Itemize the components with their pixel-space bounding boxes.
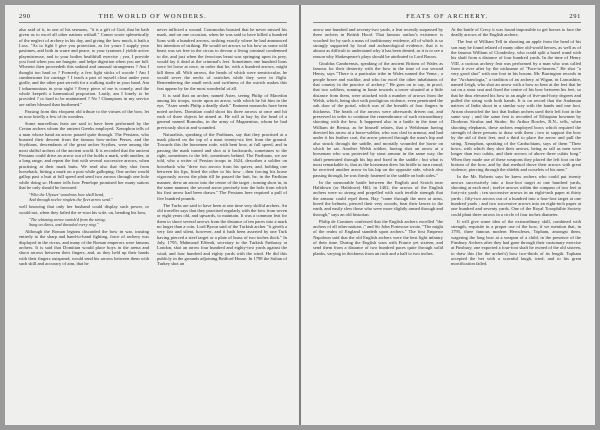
paragraph: Some marvellous feats are said to have been performed by the Cretan archers whom the ancient Greeks employed. Xenophon tells of a man whose hand an arrow passed quite through. The Persians, who boasted their descent from the famous bow-archer Perses, and the Scythians, descendants of the great archer Scythes, were among the most skilful archers of the ancient world. It is recorded that the ancient Persians could drive an arrow out of the holds a mark, with another, at a long range, and repeat the feat with several successive arrows, when practising at their mark butts. We read also that they shot from horseback, hitting a mark on a post while galloping. One archer would gallop past a butt at full speed and send two arrows through one hole while doing so. Homer tells how Penelope promised her many suitors that he only should be favoured bbox=[19, 120, 149, 190]
verse-line: "The whizzing arrow vanish'd from the string, bbox=[29, 217, 106, 222]
page-number: 291 bbox=[569, 13, 581, 20]
paragraph: also said of it, in one of his sermons, "it is a gift of God, that he hath given us to excel all other nations withall." Canon wrote splenetically of the neglect of archery in his day, and giving the how much, it hath a Loss. "As to fight I give you protection, as for yours I supply your pastimes, and both in warre and peace, to your tyrannes I yielde active playmistresse, and to your bodies healthfull exercise ; yea, I provide you food when you are hungrie, and helpe digestion when you are full. Wherein then proceedeth this unkind and unusual strangeness ? Am I thought too hard or ? Formerly, a few light sticks of woode ! Am I cumbersome for carriage ? I teach a part of myself close under your girdle, and the other part serveth for a walking staffe in your hand. Am I inharmonious in your sight ? Every piece of me is comely, and the whole keepeth a harmonical proportion. Lastly, am I lonely to be provided ? or hard to be maintained ? No ! Champions in my service are rather blessed than burthened." bbox=[19, 27, 149, 107]
paragraph: never inflicted a wound. Commodus boasted that he never missed his mark, and on one occasion, when he was said to have killed a hundred lions with a hundred arrows, striking exactly where he had announced his intention of striking. He would set arrows so his bow as some wild beast was set free in the circus to devour a living criminal condemned to die, and just when the ferocious beast was springing upon its prey, would lay it dead at the criminal's feet. Sometimes one hundred lions were let loose at once, in order that he, with a hundred arrows, might kill them all. With arrows, the heads of which were semicircular, he would sever the necks of ostriches while they were in flight. Remembering the small neck and swiftness of the ostrich makes this feat appear by far the most wonderful of all. bbox=[157, 27, 287, 91]
paragraph: Giraldus Cambrensis, speaking of the ancient Britons of Wales as famous for their dexterity with the bow in the time of our second Henry, says "There is a particular tribe in Wales named the Venta ; a people brave and warlike, and who far excel the other inhabitants of that country in the practice of archery." He goes on to say, in proof, that two soldiers, running in haste towards a tower situated at a little distance from them, were attacked with a number of arrows from the Welsh, which, being shot with prodigious violence, even penetrated the oak door of the portal, which was of the breadth of four fingers in thickness. The heads of the arrows were afterwards driven out, and preserved in order to continue the remembrance of such extraordinary shooting with the bow. It happened also in a battle in the time of William de Breusa, as he himself relates, that a Welshman having directed his arrow at a horse-soldier, who was clad in armour, and had under it his leather coat, the arrow pierced through the man's hip and also struck through the saddle, and mortally wounded the horse on which he sat. Another Welsh soldier, having shot an arrow at a horseman who was protected by stout armour in the same way, the shaft penetrated through his hip and fixed in the saddle ; but what is most remarkable is, that as the horseman drew his bridle to turn round, he received another arrow in his hip on the opposite side, which also passing through, he was firmly fastened to the saddle on both sides." bbox=[313, 60, 443, 178]
text-columns bbox=[313, 27, 581, 423]
running-title: FEATS OF ARCHERY. bbox=[406, 13, 489, 20]
paragraph: The Turks are said to have been at one time very skilful archers. An old traveller says that they practised regularly with the bow from seven or eight years old, and upwards, to maintain. It was a common feat for them to shoot several arrows from the distance of ten paces into a mark no larger than a coin. Lord Byron said of the Turkish archer "it giveth a very fair and silent, however, and it hath been asserted by one Turk having pierced a steel target or a plate of brass of two inches thick." In July, 1795, Mahmoud Effendi, secretary to the Turkish Embassy at London, shot an arrow four hundred and eighty-two yards against the wind, and four hundred and eighty yards with the wind. He did this publicly in the grounds adjoining Bedford House. In 1798 the Sultan of Turkey shot an bbox=[157, 202, 287, 267]
verse-line: And through twelve ringlets the fleet arrow send." bbox=[29, 197, 113, 203]
paragraph: The feat of William Tell in shooting an apple from the head of his son may be found related of many other old-world heroes, as well as of the famous William of Cloudesley, who could split a hazel wand with his shaft from a distance of four hundred yards. In the time of Henry VIII. a curious archery feat was performed by a man who was called from it ever after by the nickname of "Fore-to-heaven." He shot "a very good shot" with one foot in his bosom. Mr. Barrington records in the "Archaeologia," a tradition of an archery at Wigan, in Lancashire, named Leigh, who shot an arrow with a bow so bent at the feet that he sat on a stout seat and fixed the centre of his bow between his feet, so that he thus elevated his bow to an angle of five-and-forty degrees and pulled the string with both hands. It is on record that the Andaman natives of India shoot in a similar way with the hands and one foot. Arrian chronicled the fact that Indian archers used their left foot in the same way ; and the same feat is recorded of Ethiopian bowmen by Diodorus Siculus and Strabo. Sir Arthur Bowles, R.N., tells, when shooting elephants, these archers employed bows which required the strength of three persons to draw with them ; two to support the bow by the aid of their feet, and a third to place the arrow and pull the string. Xenophon, speaking of the Carduchians, says of them "Their bows, with which they shot their arrows, being as tall as men were longer than two cubits, and their arrows of above three cubits long." When they made use of these weapons they placed the left foot on the bottom of the bow, and by that method drove their arrows with great violence, piercing through the shields and corselets of his men." bbox=[451, 39, 581, 173]
verse-quote bbox=[29, 192, 149, 202]
left-page bbox=[5, 5, 299, 425]
running-title: THE WORLD OF WONDERS. bbox=[98, 13, 207, 20]
text-column bbox=[19, 27, 149, 423]
verse-line: Sung on direct, and threaded every ring." bbox=[29, 222, 99, 227]
paragraph: In the Mr. Roberts says he knew archers who could put twenty arrows successively into a four-foot target at one hundred yards, shooting at each end ; twelve arrows within the compass of two feet at forty-six yards ; ten successive arrows in an eight-inch paper at thirty yards ; fifty-two arrows out of a hundred into a four-foot target at one hundred yards ; and two successive arrows into an eight-inch paper at one hundred and seventy yards. One of the Royal Toxophilite Society could plant three arrows in a circle of four inches diameter. bbox=[451, 174, 581, 217]
verse-line: "Who the Ulysses' wondrous bow shall bend, bbox=[29, 192, 105, 198]
right-page bbox=[301, 5, 595, 425]
book-spread bbox=[5, 5, 595, 425]
paragraph: At the battle of Crecy it was found impossible to get horses to face the deadly arrows of the English archers. bbox=[451, 27, 581, 38]
paragraph: arrow one hundred and seventy-two yards, a feat recently surpassed by three archers in British Hood. That famous outlaw's existence is vouched for by such a mass of traditionary evidence, all of which is so strongly supported by local and archaeological evidence, that it is almost as difficult to understand why it has been denied, as it is to see a reason why Shakespeare's plays should be attributed to Lord Bacon. bbox=[313, 27, 443, 59]
text-column bbox=[157, 27, 287, 423]
page-number: 290 bbox=[19, 13, 31, 20]
text-column bbox=[451, 27, 581, 423]
verse-quote bbox=[29, 217, 149, 227]
paragraph: Passing from this eloquent old tribute to the virtues of the bow, let us now briefly a few of its wonders. bbox=[19, 108, 149, 119]
running-header bbox=[313, 13, 581, 23]
paragraph: It will give some idea of the extraordinary skill, combined with strength, requisite in a proper use of the bow, if we mention that, in 1795, three famous modern Herculeses, Topham, amongst them, wagering the long bow at a weapon of a child, in the presence of the Finsbury Archers after they had gone through their customary exercise at Finsbury, one exported a four-foot shaft he owned of the old sixteen, to draw this (for the archer's) bow two-thirds of its length. Topham accepted the bet with a scornful laugh, tried, and to his great mortification failed. bbox=[451, 218, 581, 267]
text-columns bbox=[19, 27, 287, 423]
paragraph: Although the Roman legions discarded the bow in war, trusting entirely to the sharp and hand-to-hand fighting, force of archery was displayed in the circus, and many of the Roman emperors were famous archers. It is said that Domitian would place boys in the arena and shoot arrows between their fingers, and, as they held up their hands with their fingers outspread, would send his arrows between them with such skill and accuracy of aim, that he bbox=[19, 229, 149, 267]
paragraph: Philip de Comines confessed that the English archers excelled "the archers of all other nations ;" and Sir John Fortescue wrote, "The might of the realm of England standeth upon archers." The first Emperor Napoleon said that the old English archers were the best light infantry of their time. During the English wars with France yet sixteen, and send them from a distance of two hundred paces quite through solid planks, varying in thickness from an inch and a half to two inches. bbox=[313, 218, 443, 256]
running-header bbox=[19, 13, 287, 23]
paragraph: It is said that an archer, named Aster, seeing Philip of Macedon among his troops, wrote upon an arrow, with which he hit him in the eye, "Aster sends Philip a deadly shaft." Eminent monarchs have been noted archers. Domitian could shoot his three arrows at once and hit each of three objects he aimed at. He will at bay by the head of a general named Romulus, in the army of Magnentius, whom he had previously shot at and wounded. bbox=[157, 92, 287, 130]
paragraph: well knowing that only her husband could display such power, or would not, when they failed the re-won his wife, on, bending his bow, bbox=[19, 204, 149, 215]
paragraph: In the memorable battle between the English and Scotch near Halidown (or Halidowe) Hill, in 1402, the arrows of the English archers were so strong and propelled with such terrible strength that the armour could repel them. Hay "came through the men at arms, bored the helmets, pierced their very swords, beat their lances to the earth, and easily slew those who were more slightly armed through and through," says an old historian. bbox=[313, 179, 443, 217]
text-column bbox=[313, 27, 443, 423]
paragraph: Naturalists, speaking of the Parthians, say that they practised at a mark placed on the top of a mast twenty-six feet from the ground. Towards this the horsemen rode, with bent bow, at full speed, and in passing the mark turned and shot at it backwards, sometimes to the right, sometimes to the left, sometimes behind. The Parthians, we are told, who a writer of Persian troops in 1624, describes a soldier on horseback who "drew two arrows from his quiver, and, holding one between his lips, fitted the other to his bow ; then forcing his horse vigorously across the plain till he passed the butt, he, in the Parthian manner, drew an arrow into the centre of the target ; turning short in, in the same manner, the second arrow precisely into the hole from which his first arrow had been drawn." The Persians here required a pull of five hundred pounds. bbox=[157, 131, 287, 201]
